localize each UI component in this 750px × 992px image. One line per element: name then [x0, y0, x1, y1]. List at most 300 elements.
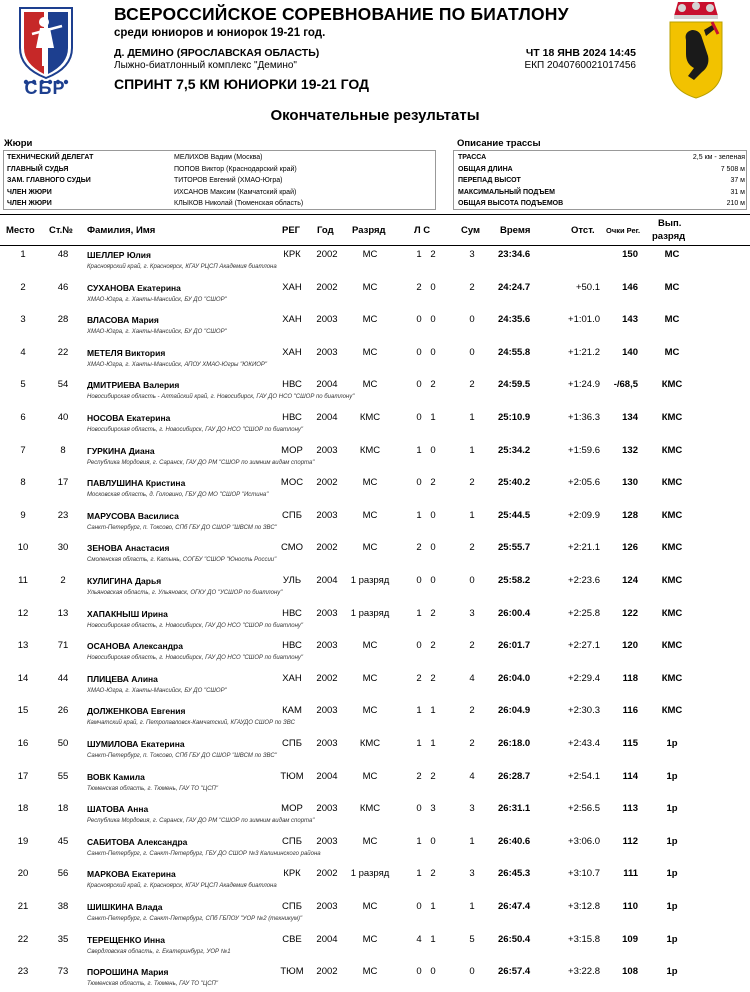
shooting-prone: 0 — [416, 575, 422, 586]
result-category: КМС — [661, 575, 683, 586]
table-row — [0, 831, 750, 864]
athlete-name: ПОРОШИНА Мария — [87, 967, 169, 978]
athlete-name: ШАТОВА Анна — [87, 804, 149, 815]
result-rank: МС — [362, 770, 378, 782]
table-row — [0, 863, 750, 896]
shooting-standing: 0 — [430, 542, 436, 554]
result-points: 126 — [622, 542, 638, 554]
track-param-label: ОБЩАЯ ВЫСОТА ПОДЪЕМОВ — [458, 200, 564, 208]
result-points: 134 — [622, 412, 638, 423]
results-title: Окончательные результаты — [270, 107, 480, 124]
shooting-sum: 1 — [469, 835, 475, 847]
shooting-prone: 1 — [416, 868, 422, 880]
result-bib: 56 — [57, 868, 69, 880]
track-param-value: 210 м — [726, 200, 745, 208]
track-param-value: 7 508 м — [720, 165, 745, 173]
jury-role: ГЛАВНЫЙ СУДЬЯ — [7, 165, 69, 173]
result-bib: 30 — [57, 542, 69, 554]
result-category: КМС — [661, 705, 683, 717]
result-rank: МС — [362, 249, 378, 260]
athlete-name: ДОЛЖЕНКОВА Евгения — [87, 706, 186, 717]
shooting-prone: 2 — [416, 770, 422, 782]
result-year: 2002 — [316, 249, 338, 260]
shooting-prone: 0 — [416, 314, 422, 326]
athlete-name: ЗЕНОВА Анастасия — [87, 543, 170, 554]
result-bib: 55 — [57, 770, 69, 782]
athlete-club: Красноярский край, г. Красноярск, КГАУ РЦСП Академия биатлона — [87, 883, 277, 890]
result-bib: 35 — [57, 933, 69, 945]
table-row — [0, 603, 750, 636]
shooting-prone: 1 — [416, 607, 422, 619]
shooting-prone: 1 — [416, 249, 422, 260]
result-bib: 22 — [57, 346, 69, 358]
result-region: СПБ — [282, 835, 302, 847]
col-region: РЕГ — [282, 225, 301, 236]
shooting-standing: 2 — [430, 477, 436, 489]
result-behind: +2:27.1 — [568, 640, 600, 652]
result-time: 25:34.2 — [498, 444, 531, 456]
shooting-sum: 1 — [469, 444, 475, 456]
shooting-standing: 0 — [430, 346, 436, 358]
result-place: 11 — [18, 575, 28, 586]
shooting-sum: 3 — [469, 249, 475, 260]
track-panel — [453, 150, 747, 210]
result-rank: МС — [362, 281, 378, 293]
athlete-club: ХМАО-Югра, г. Ханты-Мансийск, АПОУ ХМАО-Югры "ЮКИОР" — [87, 361, 268, 368]
result-place: 19 — [17, 835, 29, 847]
result-year: 2003 — [316, 640, 338, 652]
shooting-sum: 1 — [469, 412, 475, 423]
shooting-standing: 0 — [430, 966, 436, 978]
result-place: 15 — [17, 705, 29, 717]
shooting-prone: 1 — [416, 705, 422, 717]
result-year: 2002 — [316, 868, 338, 880]
jury-row — [4, 152, 437, 164]
result-region: НВС — [282, 640, 302, 652]
athlete-name: МАРКОВА Екатерина — [87, 869, 176, 880]
result-category: КМС — [661, 477, 683, 489]
shooting-standing: 0 — [430, 281, 436, 293]
track-param-label: ТРАССА — [458, 154, 487, 161]
result-bib: 26 — [57, 705, 69, 717]
yaroslavl-coat-of-arms-icon — [664, 0, 728, 100]
result-category: МС — [664, 249, 680, 260]
athlete-name: САБИТОВА Александра — [87, 836, 188, 847]
result-place: 8 — [20, 477, 26, 489]
track-param-value: 2,5 км - зеленая — [692, 154, 745, 161]
result-category: 1р — [666, 966, 678, 978]
athlete-club: Тюменская область, г. Тюмень, ГАУ ТО "ЦСП" — [87, 981, 219, 988]
result-category: МС — [664, 346, 680, 358]
athlete-name: ХАПАКНЫШ Ирина — [87, 608, 168, 619]
result-bib: 38 — [57, 901, 69, 912]
result-behind: +3:10.7 — [568, 868, 600, 880]
athlete-name: ГУРКИНА Диана — [87, 445, 155, 456]
result-points: 130 — [622, 477, 638, 489]
result-points: 128 — [622, 509, 638, 521]
shooting-sum: 2 — [469, 705, 475, 717]
athlete-club: Московская область, д. Головино, ГБУ ДО МО "СШОР "Истина" — [87, 492, 269, 499]
result-place: 10 — [17, 542, 29, 554]
result-category: КМС — [661, 412, 683, 423]
athlete-name: ШУМИЛОВА Екатерина — [87, 739, 185, 749]
table-row — [0, 244, 750, 277]
athlete-club: Республика Мордовия, г. Саранск, ГАУ ДО РМ "СШОР по зимним видам спорта" — [87, 459, 315, 466]
athlete-club: Новосибирская область, г. Новосибирск, ГАУ ДО НСО "СШОР по биатлону" — [87, 655, 304, 662]
shooting-standing: 3 — [430, 803, 436, 815]
table-row — [0, 277, 750, 310]
shooting-prone: 2 — [416, 281, 422, 293]
result-time: 26:47.4 — [498, 901, 531, 912]
table-row — [0, 472, 750, 505]
shooting-sum: 2 — [469, 379, 475, 391]
table-header — [0, 214, 750, 246]
result-points: 118 — [622, 672, 638, 684]
table-row — [0, 407, 750, 440]
result-region: КАМ — [282, 705, 302, 717]
jury-row — [4, 175, 437, 187]
result-year: 2002 — [316, 281, 338, 293]
result-bib: 45 — [57, 835, 69, 847]
result-region: ХАН — [282, 314, 302, 326]
result-behind: +2:29.4 — [568, 672, 600, 684]
result-year: 2003 — [316, 314, 338, 326]
track-label: Описание трассы — [457, 138, 541, 149]
shooting-sum: 1 — [469, 509, 475, 521]
athlete-club: ХМАО-Югра, г. Ханты-Мансийск, БУ ДО "СШОР" — [87, 329, 227, 336]
result-place: 6 — [20, 412, 26, 423]
shooting-sum: 2 — [469, 281, 475, 293]
result-rank: КМС — [359, 803, 381, 815]
athlete-name: НОСОВА Екатерина — [87, 413, 171, 423]
shooting-standing: 2 — [430, 640, 436, 652]
result-time: 24:59.5 — [498, 379, 531, 391]
result-year: 2002 — [316, 966, 338, 978]
ekp-number: ЕКП 2040760021017456 — [524, 60, 636, 71]
result-category: 1р — [666, 738, 678, 749]
result-bib: 40 — [57, 412, 69, 423]
result-rank: МС — [362, 542, 378, 554]
shooting-standing: 2 — [430, 770, 436, 782]
result-behind: +50.1 — [575, 281, 600, 293]
shooting-standing: 0 — [430, 314, 436, 326]
athlete-club: Смоленская область, г. Катынь, СОГБУ "СШОР "Юность России" — [87, 557, 277, 564]
result-time: 25:10.9 — [498, 412, 531, 423]
result-category: КМС — [661, 509, 683, 521]
shooting-standing: 1 — [430, 412, 436, 423]
shooting-prone: 1 — [416, 509, 422, 521]
shooting-standing: 2 — [430, 379, 436, 391]
athlete-club: Свердловская область, г. Екатеринбург, УОР №1 — [87, 948, 231, 955]
shooting-standing: 1 — [430, 933, 436, 945]
shooting-prone: 0 — [416, 477, 422, 489]
result-category: КМС — [661, 672, 683, 684]
result-rank: 1 разряд — [350, 575, 390, 586]
result-bib: 8 — [60, 444, 66, 456]
result-behind: +2:30.3 — [568, 705, 600, 717]
shooting-prone: 0 — [416, 379, 422, 391]
result-place: 14 — [17, 672, 29, 684]
result-time: 26:40.6 — [498, 835, 531, 847]
result-place: 7 — [20, 444, 26, 456]
result-rank: МС — [362, 901, 378, 912]
result-points: 116 — [622, 705, 638, 717]
shooting-sum: 0 — [469, 966, 475, 978]
result-region: СПБ — [282, 738, 302, 749]
athlete-club: Санкт-Петербург, п. Токсово, СПб ГБУ ДО СШОР "ШВСМ по ЗВС" — [87, 753, 277, 759]
shooting-prone: 1 — [416, 738, 422, 749]
result-time: 24:35.6 — [498, 314, 531, 326]
result-bib: 44 — [57, 672, 69, 684]
result-points: 132 — [622, 444, 638, 456]
result-behind: +2:23.6 — [568, 575, 600, 586]
athlete-club: Новосибирская область, г. Новосибирск, ГАУ ДО НСО "СШОР по биатлону" — [87, 622, 304, 629]
result-category: 1р — [666, 933, 678, 945]
shooting-standing: 1 — [430, 738, 436, 749]
result-points: -/68,5 — [613, 379, 638, 391]
athlete-name: ТЕРЕЩЕНКО Инна — [87, 934, 165, 945]
result-bib: 46 — [57, 281, 69, 293]
result-time: 24:55.8 — [498, 346, 531, 358]
col-place: Место — [6, 225, 35, 236]
col-name: Фамилия, Имя — [87, 225, 156, 236]
athlete-name: ОСАНОВА Александра — [87, 641, 183, 652]
result-time: 23:34.6 — [498, 249, 531, 260]
result-behind: +1:21.2 — [568, 346, 600, 358]
track-param-label: ОБЩАЯ ДЛИНА — [458, 165, 513, 173]
result-points: 140 — [622, 346, 638, 358]
table-row — [0, 766, 750, 799]
result-rank: 1 разряд — [350, 607, 390, 619]
col-rank: Разряд — [352, 225, 386, 236]
result-place: 12 — [17, 607, 29, 619]
shooting-sum: 4 — [469, 672, 475, 684]
track-param-label: МАКСИМАЛЬНЫЙ ПОДЪЕМ — [458, 188, 555, 196]
result-region: ХАН — [282, 672, 302, 684]
shooting-sum: 0 — [469, 575, 475, 586]
result-behind: +2:09.9 — [568, 509, 600, 521]
result-bib: 2 — [60, 575, 66, 586]
result-time: 25:55.7 — [498, 542, 531, 554]
result-year: 2003 — [316, 607, 338, 619]
athlete-name: ДМИТРИЕВА Валерия — [87, 380, 180, 391]
result-rank: МС — [362, 509, 378, 521]
result-points: 115 — [622, 738, 638, 749]
jury-row — [4, 198, 437, 210]
competition-place: Д. ДЕМИНО (ЯРОСЛАВСКАЯ ОБЛАСТЬ) — [114, 47, 320, 59]
result-rank: МС — [362, 835, 378, 847]
shooting-prone: 1 — [416, 835, 422, 847]
jury-member-name: КЛЫКОВ Николай (Тюменская область) — [174, 200, 304, 208]
shooting-prone: 0 — [416, 966, 422, 978]
athlete-club: Тюменская область, г. Тюмень, ГАУ ТО "ЦСП" — [87, 785, 219, 792]
result-rank: КМС — [359, 412, 381, 423]
result-year: 2002 — [316, 542, 338, 554]
jury-role: ЗАМ. ГЛАВНОГО СУДЬИ — [7, 177, 91, 185]
jury-row — [4, 164, 437, 176]
result-points: 143 — [622, 314, 638, 326]
athlete-club: Санкт-Петербург, г. Санкт-Петербург, СПб ГБПОУ "УОР №2 (техникум)" — [87, 916, 303, 922]
col-bib: Ст.№ — [49, 225, 73, 236]
result-region: МОС — [280, 477, 304, 489]
shooting-standing: 2 — [430, 607, 436, 619]
result-place: 21 — [17, 901, 29, 912]
result-time: 25:40.2 — [498, 477, 531, 489]
jury-member-name: ПОПОВ Виктор (Краснодарский край) — [174, 165, 297, 173]
shooting-sum: 0 — [469, 314, 475, 326]
result-time: 26:31.1 — [498, 803, 531, 815]
athlete-name: ШЕЛЛЕР Юлия — [87, 250, 151, 260]
result-behind: +2:43.4 — [568, 738, 600, 749]
athlete-club: Санкт-Петербург, г. Санкт-Петербург, ГБУ ДО СШОР №3 Калининского района — [87, 850, 321, 857]
result-region: ХАН — [282, 346, 302, 358]
result-year: 2003 — [316, 509, 338, 521]
result-region: МОР — [281, 803, 303, 815]
result-category: МС — [664, 314, 680, 326]
track-row — [454, 164, 748, 176]
result-time: 25:44.5 — [498, 509, 531, 521]
result-points: 110 — [622, 901, 638, 912]
result-bib: 23 — [57, 509, 69, 521]
result-category: 1р — [666, 835, 678, 847]
shooting-sum: 2 — [469, 542, 475, 554]
result-region: НВС — [282, 607, 302, 619]
jury-panel — [3, 150, 436, 210]
competition-title: ВСЕРОССИЙСКОЕ СОРЕВНОВАНИЕ ПО БИАТЛОНУ — [114, 4, 569, 24]
result-bib: 54 — [57, 379, 69, 391]
shooting-prone: 1 — [416, 444, 422, 456]
result-time: 26:28.7 — [498, 770, 531, 782]
shooting-sum: 4 — [469, 770, 475, 782]
jury-role: ТЕХНИЧЕСКИЙ ДЕЛЕГАТ — [7, 154, 94, 161]
athlete-name: МАРУСОВА Василиса — [87, 510, 179, 521]
athlete-name: ПЛИЦЕВА Алина — [87, 673, 158, 684]
table-row — [0, 733, 750, 766]
shooting-standing: 1 — [430, 705, 436, 717]
result-region: СМО — [280, 542, 304, 554]
logo-text: СБР — [24, 78, 66, 98]
table-row — [0, 440, 750, 473]
result-region: ХАН — [282, 281, 302, 293]
sport-complex: Лыжно-биатлонный комплекс "Демино" — [114, 60, 297, 71]
shooting-standing: 0 — [430, 509, 436, 521]
col-category-line1: Вып. — [658, 218, 682, 229]
shooting-standing: 2 — [430, 672, 436, 684]
athlete-club: Новосибирская область, г. Новосибирск, ГАУ ДО НСО "СШОР по биатлону" — [87, 427, 304, 433]
result-bib: 48 — [57, 249, 69, 260]
shooting-prone: 0 — [416, 901, 422, 912]
table-row — [0, 668, 750, 701]
result-region: ТЮМ — [280, 966, 304, 978]
jury-member-name: ТИТОРОВ Евгений (ХМАО-Югра) — [174, 177, 283, 185]
result-bib: 17 — [57, 477, 69, 489]
shooting-standing: 0 — [430, 444, 436, 456]
result-year: 2003 — [316, 444, 338, 456]
result-category: 1р — [666, 868, 678, 880]
athlete-name: МЕТЕЛЯ Виктория — [87, 347, 166, 358]
shooting-standing: 1 — [430, 901, 436, 912]
col-points: Очки Рег. — [606, 226, 641, 235]
athlete-name: СУХАНОВА Екатерина — [87, 282, 181, 293]
result-points: 109 — [622, 933, 638, 945]
table-row — [0, 929, 750, 962]
result-bib: 71 — [57, 640, 69, 652]
jury-member-name: МЕЛИХОВ Вадим (Москва) — [174, 154, 263, 161]
result-behind: +2:56.5 — [568, 803, 600, 815]
result-time: 26:57.4 — [498, 966, 531, 978]
result-place: 2 — [20, 281, 26, 293]
race-title: СПРИНТ 7,5 КМ ЮНИОРКИ 19-21 ГОД — [114, 76, 370, 92]
result-behind: +3:15.8 — [568, 933, 600, 945]
shooting-sum: 2 — [469, 738, 475, 749]
athlete-name: ВЛАСОВА Мария — [87, 315, 159, 326]
athlete-name: КУЛИГИНА Дарья — [87, 576, 162, 586]
table-row — [0, 537, 750, 570]
jury-role: ЧЛЕН ЖЮРИ — [7, 200, 52, 208]
col-behind: Отст. — [571, 225, 595, 236]
result-points: 122 — [622, 607, 638, 619]
shooting-sum: 3 — [469, 868, 475, 880]
result-rank: МС — [362, 672, 378, 684]
jury-label: Жюри — [4, 138, 33, 149]
table-row — [0, 505, 750, 538]
shooting-standing: 0 — [430, 575, 436, 586]
result-category: 1р — [666, 770, 678, 782]
result-region: НВС — [282, 379, 302, 391]
result-rank: КМС — [359, 444, 381, 456]
track-param-value: 31 м — [730, 188, 745, 196]
result-behind: +3:12.8 — [568, 901, 600, 912]
shooting-sum: 3 — [469, 607, 475, 619]
result-year: 2003 — [316, 346, 338, 358]
result-points: 146 — [622, 281, 638, 293]
shooting-prone: 0 — [416, 803, 422, 815]
col-category-line2: разряд — [652, 231, 686, 242]
shooting-prone: 2 — [416, 672, 422, 684]
result-region: СВЕ — [282, 933, 302, 945]
result-year: 2004 — [316, 575, 338, 586]
jury-row — [4, 187, 437, 199]
result-category: КМС — [661, 379, 683, 391]
result-time: 26:18.0 — [498, 738, 531, 749]
track-row — [454, 152, 748, 164]
result-year: 2004 — [316, 933, 338, 945]
result-place: 20 — [17, 868, 29, 880]
table-row — [0, 961, 750, 992]
result-time: 26:00.4 — [498, 607, 531, 619]
athlete-club: Республика Мордовия, г. Саранск, ГАУ ДО РМ "СШОР по зимним видам спорта" — [87, 818, 315, 825]
shooting-standing: 2 — [430, 249, 436, 260]
shooting-sum: 2 — [469, 640, 475, 652]
result-place: 9 — [20, 509, 26, 521]
result-place: 3 — [20, 314, 26, 326]
table-row — [0, 798, 750, 831]
result-category: КМС — [661, 607, 683, 619]
result-year: 2002 — [316, 672, 338, 684]
result-year: 2003 — [316, 901, 338, 912]
result-rank: 1 разряд — [350, 868, 390, 880]
jury-role: ЧЛЕН ЖЮРИ — [7, 188, 52, 196]
result-place: 16 — [17, 738, 29, 749]
result-rank: КМС — [359, 738, 381, 749]
result-behind: +2:05.6 — [568, 477, 600, 489]
athlete-club: Камчатский край, г. Петропавловск-Камчатский, КГАУДО СШОР по ЗВС — [87, 720, 295, 727]
header — [0, 0, 750, 100]
result-rank: МС — [362, 314, 378, 326]
col-year: Год — [317, 225, 334, 236]
result-year: 2004 — [316, 770, 338, 782]
jury-member-name: ИХСАНОВ Максим (Камчатский край) — [174, 188, 297, 196]
